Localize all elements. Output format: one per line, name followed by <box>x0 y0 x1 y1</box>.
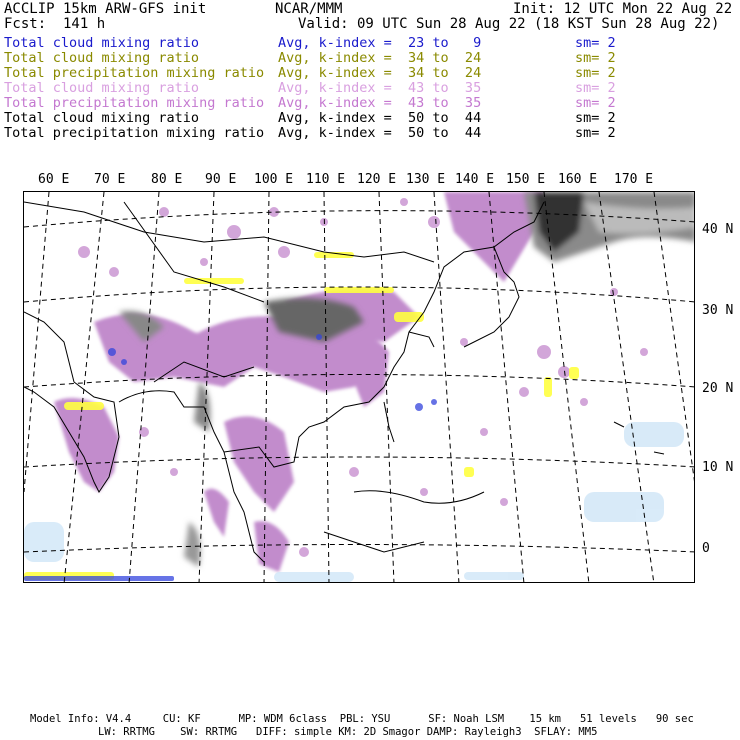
forecast-hour: Fcst: 141 h <box>4 16 106 32</box>
legend-name: Total cloud mixing ratio <box>4 80 200 96</box>
legend-name: Total cloud mixing ratio <box>4 110 200 126</box>
map-canvas <box>24 192 695 583</box>
legend-stat: Avg, k-index = 34 to 24 <box>278 65 482 81</box>
lon-label: 130 E <box>406 172 446 187</box>
legend-stat: Avg, k-index = 34 to 24 <box>278 50 482 66</box>
lon-label: 110 E <box>306 172 346 187</box>
lon-label: 90 E <box>205 172 237 187</box>
legend-sm: sm= 2 <box>575 50 616 66</box>
lat-label: 10 N <box>702 460 734 475</box>
legend-stat: Avg, k-index = 50 to 44 <box>278 110 482 126</box>
lon-label: 100 E <box>254 172 294 187</box>
lat-label: 30 N <box>702 303 734 318</box>
lon-label: 140 E <box>455 172 495 187</box>
lon-label: 70 E <box>94 172 126 187</box>
physics-info: LW: RRTMG SW: RRTMG DIFF: simple KM: 2D Smagor DAMP: Rayleigh3 SFLAY: MM5 <box>98 726 598 738</box>
lon-label: 160 E <box>558 172 598 187</box>
lon-label: 60 E <box>38 172 70 187</box>
legend-name: Total precipitation mixing ratio <box>4 125 265 141</box>
legend-name: Total precipitation mixing ratio <box>4 65 265 81</box>
lat-label: 40 N <box>702 222 734 237</box>
lon-label: 170 E <box>614 172 654 187</box>
run-title: ACCLIP 15km ARW-GFS init <box>4 1 207 17</box>
legend-stat: Avg, k-index = 43 to 35 <box>278 95 482 111</box>
legend-sm: sm= 2 <box>575 35 616 51</box>
precip-field <box>54 192 544 572</box>
model-info: Model Info: V4.4 CU: KF MP: WDM 6class PBL: YSU SF: Noah LSM 15 km 51 levels 90 sec <box>30 713 694 725</box>
legend-name: Total precipitation mixing ratio <box>4 95 265 111</box>
legend-sm: sm= 2 <box>575 80 616 96</box>
lat-label: 0 <box>702 541 710 556</box>
legend-name: Total cloud mixing ratio <box>4 50 200 66</box>
lon-label: 120 E <box>357 172 397 187</box>
legend-sm: sm= 2 <box>575 65 616 81</box>
lat-label: 20 N <box>702 381 734 396</box>
legend-sm: sm= 2 <box>575 125 616 141</box>
valid-time: Valid: 09 UTC Sun 28 Aug 22 (18 KST Sun 28 Aug 22) <box>298 16 720 32</box>
lon-label: 150 E <box>506 172 546 187</box>
legend-stat: Avg, k-index = 23 to 9 <box>278 35 482 51</box>
legend-sm: sm= 2 <box>575 95 616 111</box>
init-time: Init: 12 UTC Mon 22 Aug 22 <box>513 1 733 17</box>
legend-stat: Avg, k-index = 43 to 35 <box>278 80 482 96</box>
light-blue-field <box>24 422 684 582</box>
lon-label: 80 E <box>151 172 183 187</box>
map-panel <box>23 191 695 583</box>
legend-name: Total cloud mixing ratio <box>4 35 200 51</box>
center-label: NCAR/MMM <box>275 1 343 17</box>
legend-stat: Avg, k-index = 50 to 44 <box>278 125 482 141</box>
legend-sm: sm= 2 <box>575 110 616 126</box>
